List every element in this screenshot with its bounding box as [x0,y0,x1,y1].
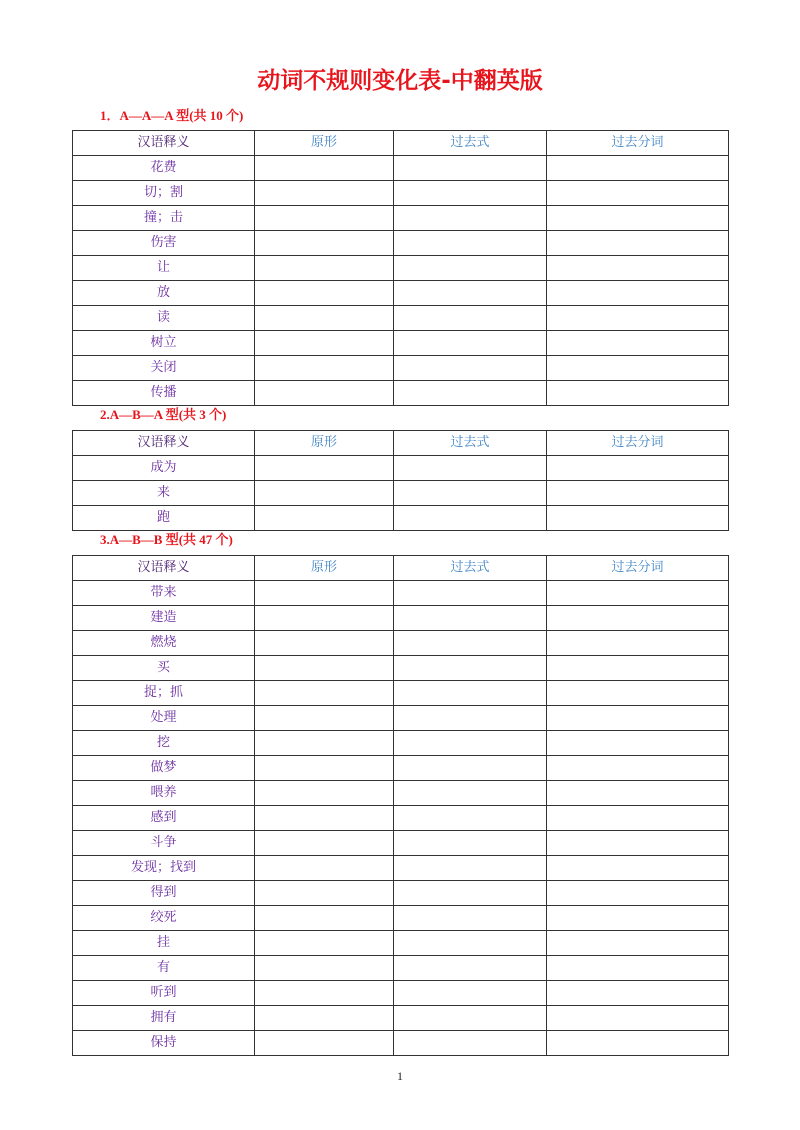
past-tense-cell [394,481,547,506]
past-tense-cell [394,456,547,481]
past-participle-cell [547,806,729,831]
past-tense-cell [394,906,547,931]
base-form-cell [255,681,394,706]
past-tense-cell [394,631,547,656]
meaning-cell: 听到 [73,981,255,1006]
base-form-cell [255,931,394,956]
meaning-cell: 建造 [73,606,255,631]
past-tense-cell [394,981,547,1006]
table-row [73,1006,729,1031]
header-base-form: 原形 [255,556,394,581]
table-row [73,956,729,981]
table-row [73,756,729,781]
header-meaning: 汉语释义 [73,131,255,156]
base-form-cell [255,506,394,531]
table-row [73,256,729,281]
past-tense-cell [394,681,547,706]
base-form-cell [255,231,394,256]
past-participle-cell [547,756,729,781]
past-participle-cell [547,506,729,531]
meaning-cell: 拥有 [73,1006,255,1031]
table-row [73,781,729,806]
meaning-cell: 有 [73,956,255,981]
base-form-cell [255,356,394,381]
header-past-tense: 过去式 [394,431,547,456]
table-row [73,156,729,181]
table-row [73,931,729,956]
meaning-cell: 放 [73,281,255,306]
meaning-cell: 买 [73,656,255,681]
meaning-cell: 伤害 [73,231,255,256]
past-tense-cell [394,156,547,181]
meaning-cell: 燃烧 [73,631,255,656]
section-heading-aba: 2.A—B—A 型(共 3 个) [100,407,227,422]
past-tense-cell [394,781,547,806]
base-form-cell [255,831,394,856]
verb-table-aba [72,430,729,531]
base-form-cell [255,381,394,406]
past-tense-cell [394,181,547,206]
table-row [73,831,729,856]
past-participle-cell [547,981,729,1006]
meaning-cell: 斗争 [73,831,255,856]
base-form-cell [255,656,394,681]
past-participle-cell [547,181,729,206]
base-form-cell [255,281,394,306]
header-base-form: 原形 [255,131,394,156]
header-past-participle: 过去分词 [547,431,729,456]
meaning-cell: 跑 [73,506,255,531]
header-meaning: 汉语释义 [73,556,255,581]
table-row [73,331,729,356]
past-tense-cell [394,306,547,331]
header-past-participle: 过去分词 [547,131,729,156]
table-row [73,456,729,481]
past-tense-cell [394,606,547,631]
past-participle-cell [547,731,729,756]
base-form-cell [255,1031,394,1056]
meaning-cell: 挖 [73,731,255,756]
past-participle-cell [547,656,729,681]
table-row [73,681,729,706]
header-past-tense: 过去式 [394,131,547,156]
past-participle-cell [547,606,729,631]
page-number: 1 [397,1069,403,1083]
meaning-cell: 传播 [73,381,255,406]
past-participle-cell [547,306,729,331]
meaning-cell: 切；割 [73,181,255,206]
table-row [73,181,729,206]
table-row [73,881,729,906]
past-participle-cell [547,856,729,881]
header-row [73,131,729,156]
table-row [73,356,729,381]
base-form-cell [255,456,394,481]
meaning-cell: 来 [73,481,255,506]
past-participle-cell [547,881,729,906]
past-participle-cell [547,581,729,606]
base-form-cell [255,256,394,281]
table-row [73,981,729,1006]
base-form-cell [255,306,394,331]
page-title: 动词不规则变化表-中翻英版 [257,68,543,94]
base-form-cell [255,856,394,881]
base-form-cell [255,156,394,181]
base-form-cell [255,706,394,731]
past-participle-cell [547,281,729,306]
table-row [73,1031,729,1056]
meaning-cell: 感到 [73,806,255,831]
past-participle-cell [547,331,729,356]
header-meaning: 汉语释义 [73,431,255,456]
past-tense-cell [394,256,547,281]
table-row [73,206,729,231]
section-heading-aaa: 1．A—A—A 型(共 10 个) [100,108,244,123]
base-form-cell [255,1006,394,1031]
table-row [73,306,729,331]
past-tense-cell [394,731,547,756]
meaning-cell: 做梦 [73,756,255,781]
meaning-cell: 处理 [73,706,255,731]
past-participle-cell [547,931,729,956]
meaning-cell: 保持 [73,1031,255,1056]
header-past-participle: 过去分词 [547,556,729,581]
meaning-cell: 挂 [73,931,255,956]
past-participle-cell [547,256,729,281]
past-participle-cell [547,631,729,656]
base-form-cell [255,806,394,831]
past-tense-cell [394,856,547,881]
past-tense-cell [394,831,547,856]
base-form-cell [255,481,394,506]
past-tense-cell [394,706,547,731]
meaning-cell: 得到 [73,881,255,906]
verb-table-aaa [72,130,729,406]
past-tense-cell [394,806,547,831]
meaning-cell: 发现；找到 [73,856,255,881]
past-tense-cell [394,756,547,781]
past-participle-cell [547,1031,729,1056]
past-tense-cell [394,581,547,606]
past-tense-cell [394,331,547,356]
base-form-cell [255,631,394,656]
base-form-cell [255,731,394,756]
table-row [73,731,729,756]
meaning-cell: 让 [73,256,255,281]
meaning-cell: 关闭 [73,356,255,381]
past-participle-cell [547,706,729,731]
past-tense-cell [394,281,547,306]
verb-table-abb [72,555,729,1056]
past-tense-cell [394,881,547,906]
past-tense-cell [394,1031,547,1056]
table-row [73,656,729,681]
past-participle-cell [547,481,729,506]
past-participle-cell [547,381,729,406]
past-tense-cell [394,656,547,681]
past-participle-cell [547,156,729,181]
base-form-cell [255,981,394,1006]
past-tense-cell [394,956,547,981]
base-form-cell [255,756,394,781]
table-row [73,506,729,531]
header-row [73,556,729,581]
base-form-cell [255,781,394,806]
table-row [73,856,729,881]
meaning-cell: 捉；抓 [73,681,255,706]
header-past-tense: 过去式 [394,556,547,581]
meaning-cell: 花费 [73,156,255,181]
table-row [73,481,729,506]
header-base-form: 原形 [255,431,394,456]
past-tense-cell [394,356,547,381]
meaning-cell: 读 [73,306,255,331]
base-form-cell [255,581,394,606]
table-row [73,806,729,831]
past-tense-cell [394,1006,547,1031]
past-tense-cell [394,506,547,531]
past-tense-cell [394,231,547,256]
meaning-cell: 绞死 [73,906,255,931]
meaning-cell: 树立 [73,331,255,356]
section-heading-abb: 3.A—B—B 型(共 47 个) [100,532,233,547]
past-participle-cell [547,831,729,856]
base-form-cell [255,956,394,981]
table-row [73,606,729,631]
base-form-cell [255,881,394,906]
table-row [73,581,729,606]
past-participle-cell [547,206,729,231]
table-row [73,906,729,931]
header-row [73,431,729,456]
base-form-cell [255,331,394,356]
base-form-cell [255,181,394,206]
meaning-cell: 带来 [73,581,255,606]
past-participle-cell [547,231,729,256]
past-participle-cell [547,456,729,481]
table-row [73,631,729,656]
past-participle-cell [547,906,729,931]
meaning-cell: 成为 [73,456,255,481]
past-participle-cell [547,956,729,981]
past-tense-cell [394,206,547,231]
meaning-cell: 撞；击 [73,206,255,231]
past-tense-cell [394,381,547,406]
table-row [73,381,729,406]
table-row [73,281,729,306]
table-row [73,231,729,256]
past-tense-cell [394,931,547,956]
base-form-cell [255,906,394,931]
base-form-cell [255,606,394,631]
meaning-cell: 喂养 [73,781,255,806]
table-row [73,706,729,731]
base-form-cell [255,206,394,231]
past-participle-cell [547,356,729,381]
past-participle-cell [547,681,729,706]
past-participle-cell [547,1006,729,1031]
past-participle-cell [547,781,729,806]
